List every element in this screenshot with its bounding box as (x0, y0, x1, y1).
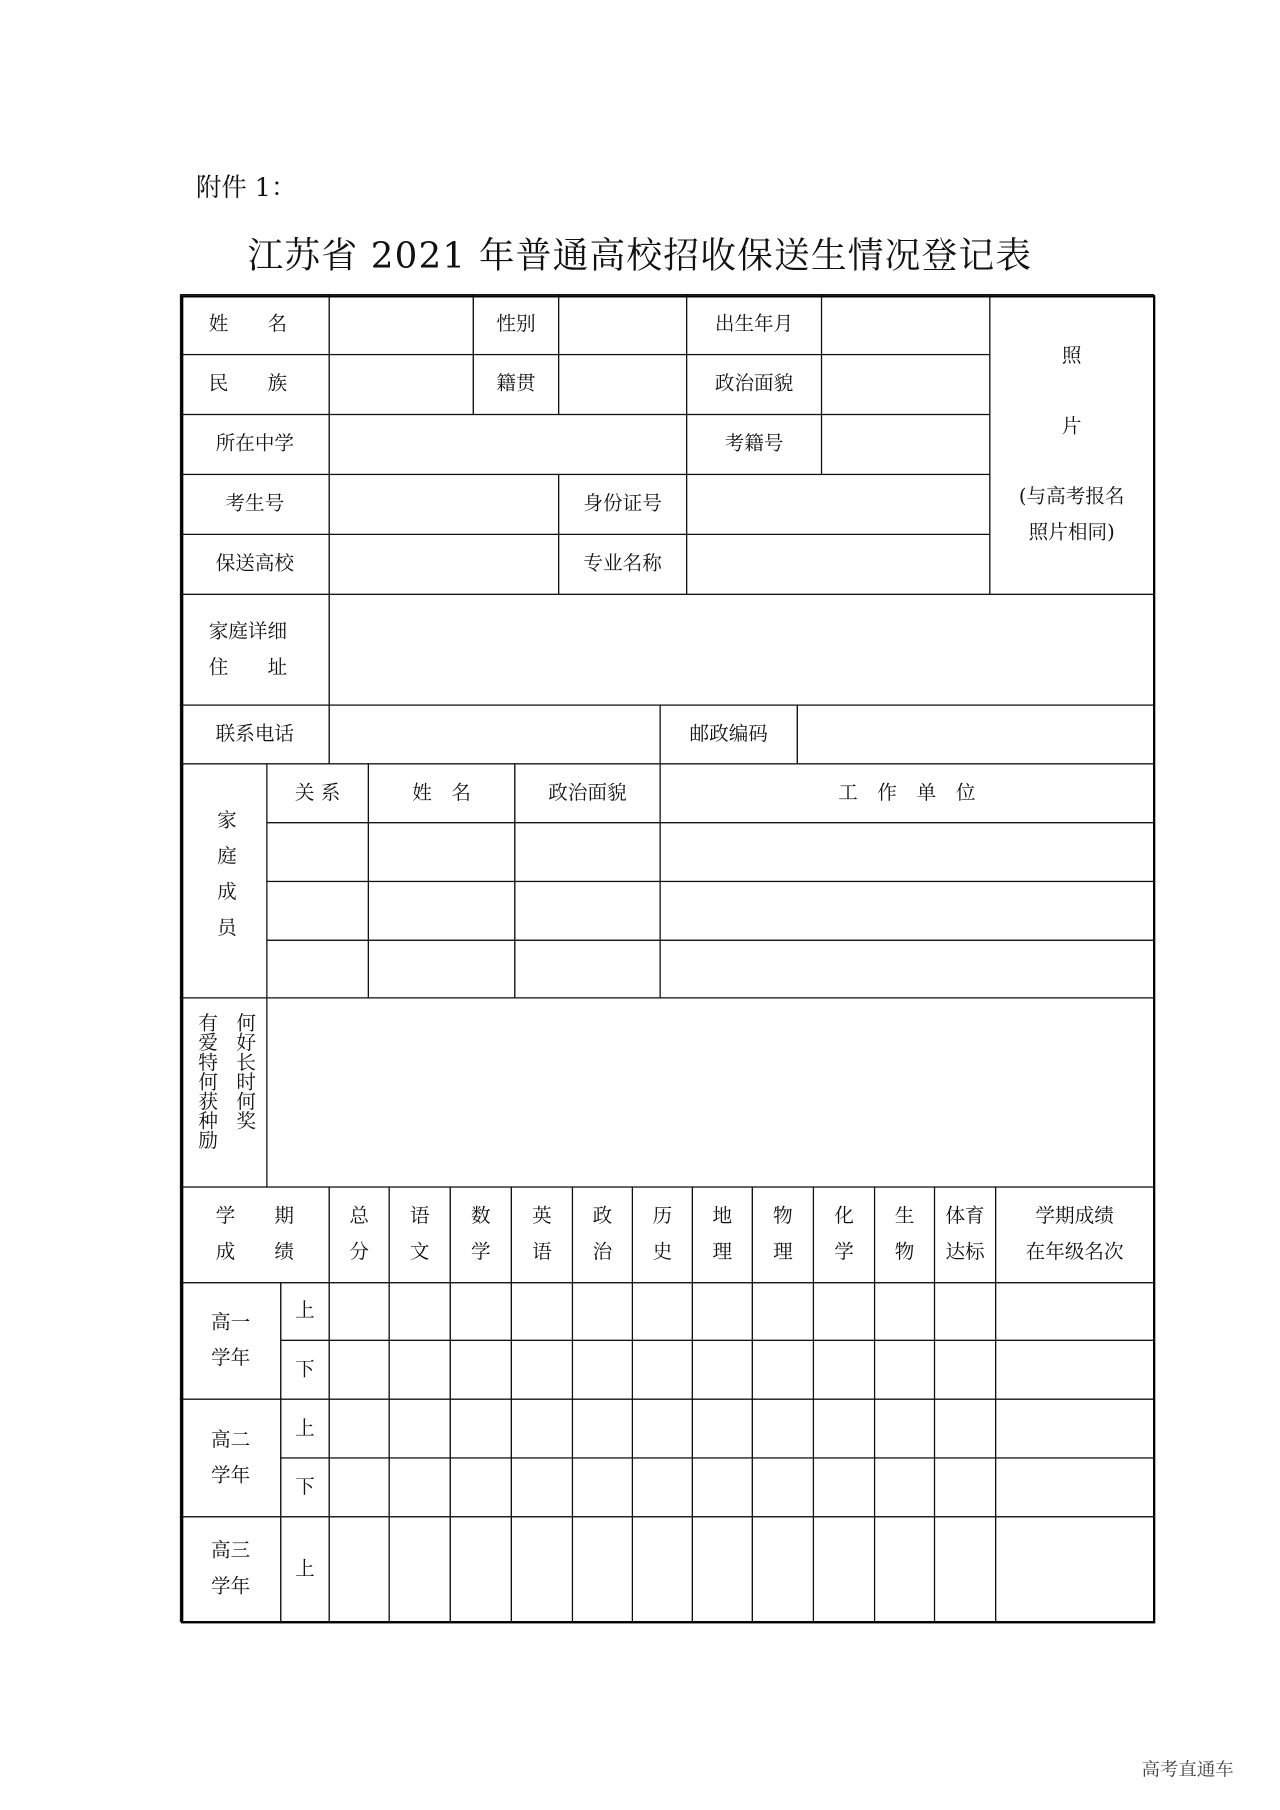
grade-field[interactable] (450, 1340, 512, 1400)
grade-field[interactable] (632, 1399, 693, 1459)
grade-field[interactable] (995, 1282, 1154, 1341)
grade-field[interactable] (632, 1457, 693, 1517)
label-major: 专业名称 (558, 534, 687, 595)
family-member-field[interactable] (514, 822, 660, 882)
grade-field[interactable] (813, 1282, 875, 1341)
field-address[interactable] (329, 594, 1155, 706)
label-semester-grades: 学 期 成 绩 (180, 1186, 330, 1283)
field-ethnicity[interactable] (329, 354, 474, 415)
subject-header: 历 史 (632, 1186, 693, 1283)
label-id-no: 身份证号 (558, 474, 687, 535)
grade-field[interactable] (511, 1340, 573, 1400)
grade-field[interactable] (874, 1457, 935, 1517)
grade-field[interactable] (692, 1516, 753, 1622)
field-phone[interactable] (329, 704, 661, 764)
grade-field[interactable] (934, 1516, 996, 1622)
grade-field[interactable] (572, 1399, 633, 1459)
field-name[interactable] (329, 294, 474, 355)
grade-field[interactable] (995, 1340, 1154, 1400)
grade-field[interactable] (934, 1399, 996, 1459)
field-political[interactable] (821, 354, 990, 415)
grade-field[interactable] (632, 1516, 693, 1622)
subject-header: 语 文 (389, 1186, 451, 1283)
grade-field[interactable] (329, 1457, 390, 1517)
grade-field[interactable] (813, 1340, 875, 1400)
grade-field[interactable] (450, 1399, 512, 1459)
label-postcode: 邮政编码 (660, 704, 798, 764)
subject-header: 政 治 (572, 1186, 633, 1283)
grade-field[interactable] (934, 1340, 996, 1400)
grade-field[interactable] (813, 1516, 875, 1622)
grade-field[interactable] (389, 1340, 451, 1400)
label-address: 家庭详细 住 址 (180, 594, 330, 706)
subject-header: 物 理 (752, 1186, 814, 1283)
grade-field[interactable] (572, 1340, 633, 1400)
grade-field[interactable] (874, 1282, 935, 1341)
grade-field[interactable] (995, 1516, 1154, 1622)
family-member-field[interactable] (514, 940, 660, 999)
subject-header: 体育 达标 (934, 1186, 996, 1283)
field-recommended-univ[interactable] (329, 534, 560, 595)
subject-header: 英 语 (511, 1186, 573, 1283)
family-header: 工 作 单 位 (660, 763, 1155, 823)
family-member-field[interactable] (514, 881, 660, 941)
label-recommended-univ: 保送高校 (180, 534, 330, 595)
field-postcode[interactable] (797, 704, 1154, 764)
family-member-field[interactable] (368, 881, 516, 941)
subject-header: 化 学 (813, 1186, 875, 1283)
subject-header: 学期成绩 在年级名次 (995, 1186, 1154, 1283)
grade-field[interactable] (813, 1457, 875, 1517)
label-semester-upper: 上 (280, 1282, 330, 1341)
family-header: 关 系 (266, 763, 369, 823)
hobby-label-col1: 有爱特何获种励 (193, 1012, 217, 1150)
grade-field[interactable] (389, 1516, 451, 1622)
grade-field[interactable] (572, 1282, 633, 1341)
form-title: 江苏省 2021 年普通高校招收保送生情况登记表 (247, 235, 1033, 277)
attachment-label: 附件 1： (196, 174, 297, 203)
subject-header: 总 分 (329, 1186, 390, 1283)
grade-field[interactable] (752, 1516, 814, 1622)
label-semester-upper: 上 (280, 1516, 330, 1622)
label-family: 家庭成员 (180, 763, 268, 998)
photo-box: 照 片 (与高考报名 照片相同) (989, 294, 1154, 595)
label-semester-upper: 上 (280, 1399, 330, 1459)
label-semester-lower: 下 (280, 1457, 330, 1517)
grade-field[interactable] (995, 1457, 1154, 1517)
grade-field[interactable] (450, 1282, 512, 1341)
field-school[interactable] (329, 414, 688, 475)
family-header: 政治面貌 (514, 763, 660, 823)
family-member-field[interactable] (660, 881, 1155, 941)
label-native-place: 籍贯 (473, 354, 559, 415)
grade-field[interactable] (874, 1516, 935, 1622)
grade-field[interactable] (389, 1399, 451, 1459)
label-hobbies (180, 997, 268, 1187)
label-school: 所在中学 (180, 414, 330, 475)
label-exam-reg-no: 考籍号 (686, 414, 822, 475)
grade-field[interactable] (934, 1457, 996, 1517)
family-member-field[interactable] (266, 940, 369, 999)
family-member-field[interactable] (660, 940, 1155, 999)
label-ethnicity: 民 族 (180, 354, 330, 415)
grade-field[interactable] (874, 1399, 935, 1459)
label-grade1: 高一 学年 (180, 1282, 281, 1400)
field-id-no[interactable] (686, 474, 990, 535)
grade-field[interactable] (632, 1282, 693, 1341)
grade-field[interactable] (692, 1282, 753, 1341)
grade-field[interactable] (752, 1340, 814, 1400)
grade-field[interactable] (389, 1282, 451, 1341)
grade-field[interactable] (450, 1457, 512, 1517)
grade-field[interactable] (692, 1457, 753, 1517)
field-gender[interactable] (558, 294, 687, 355)
grade-field[interactable] (813, 1399, 875, 1459)
label-grade2: 高二 学年 (180, 1399, 281, 1518)
family-member-field[interactable] (660, 822, 1155, 882)
field-major[interactable] (686, 534, 990, 595)
field-hobbies[interactable] (266, 997, 1154, 1187)
label-grade3: 高三 学年 (180, 1516, 281, 1622)
grade-field[interactable] (450, 1516, 512, 1622)
field-exam-reg-no[interactable] (821, 414, 990, 475)
grade-field[interactable] (511, 1457, 573, 1517)
family-member-field[interactable] (368, 940, 516, 999)
family-header: 姓 名 (368, 763, 516, 823)
field-birth[interactable] (821, 294, 990, 355)
subject-header: 地 理 (692, 1186, 753, 1283)
grade-field[interactable] (692, 1340, 753, 1400)
family-member-field[interactable] (266, 881, 369, 941)
grade-field[interactable] (995, 1399, 1154, 1459)
subject-header: 生 物 (874, 1186, 935, 1283)
grade-field[interactable] (329, 1340, 390, 1400)
grade-field[interactable] (572, 1516, 633, 1622)
grade-field[interactable] (329, 1516, 390, 1622)
grade-field[interactable] (632, 1340, 693, 1400)
grade-field[interactable] (752, 1282, 814, 1341)
grade-field[interactable] (511, 1516, 573, 1622)
label-phone: 联系电话 (180, 704, 330, 764)
field-candidate-no[interactable] (329, 474, 560, 535)
family-member-field[interactable] (266, 822, 369, 882)
grade-field[interactable] (329, 1399, 390, 1459)
hobby-label-col2: 何好长时何奖 (231, 1012, 255, 1130)
grade-field[interactable] (511, 1282, 573, 1341)
grade-field[interactable] (511, 1399, 573, 1459)
subject-header: 数 学 (450, 1186, 512, 1283)
watermark: 高考直通车 (1141, 1758, 1234, 1781)
label-birth: 出生年月 (686, 294, 822, 355)
grade-field[interactable] (934, 1282, 996, 1341)
grade-field[interactable] (572, 1457, 633, 1517)
label-political: 政治面貌 (686, 354, 822, 415)
label-candidate-no: 考生号 (180, 474, 330, 535)
label-name: 姓 名 (180, 294, 330, 355)
family-member-field[interactable] (368, 822, 516, 882)
grade-field[interactable] (752, 1399, 814, 1459)
grade-field[interactable] (692, 1399, 753, 1459)
grade-field[interactable] (329, 1282, 390, 1341)
grade-field[interactable] (389, 1457, 451, 1517)
label-gender: 性别 (473, 294, 559, 355)
grade-field[interactable] (874, 1340, 935, 1400)
label-semester-lower: 下 (280, 1340, 330, 1400)
grade-field[interactable] (752, 1457, 814, 1517)
field-native-place[interactable] (558, 354, 687, 415)
